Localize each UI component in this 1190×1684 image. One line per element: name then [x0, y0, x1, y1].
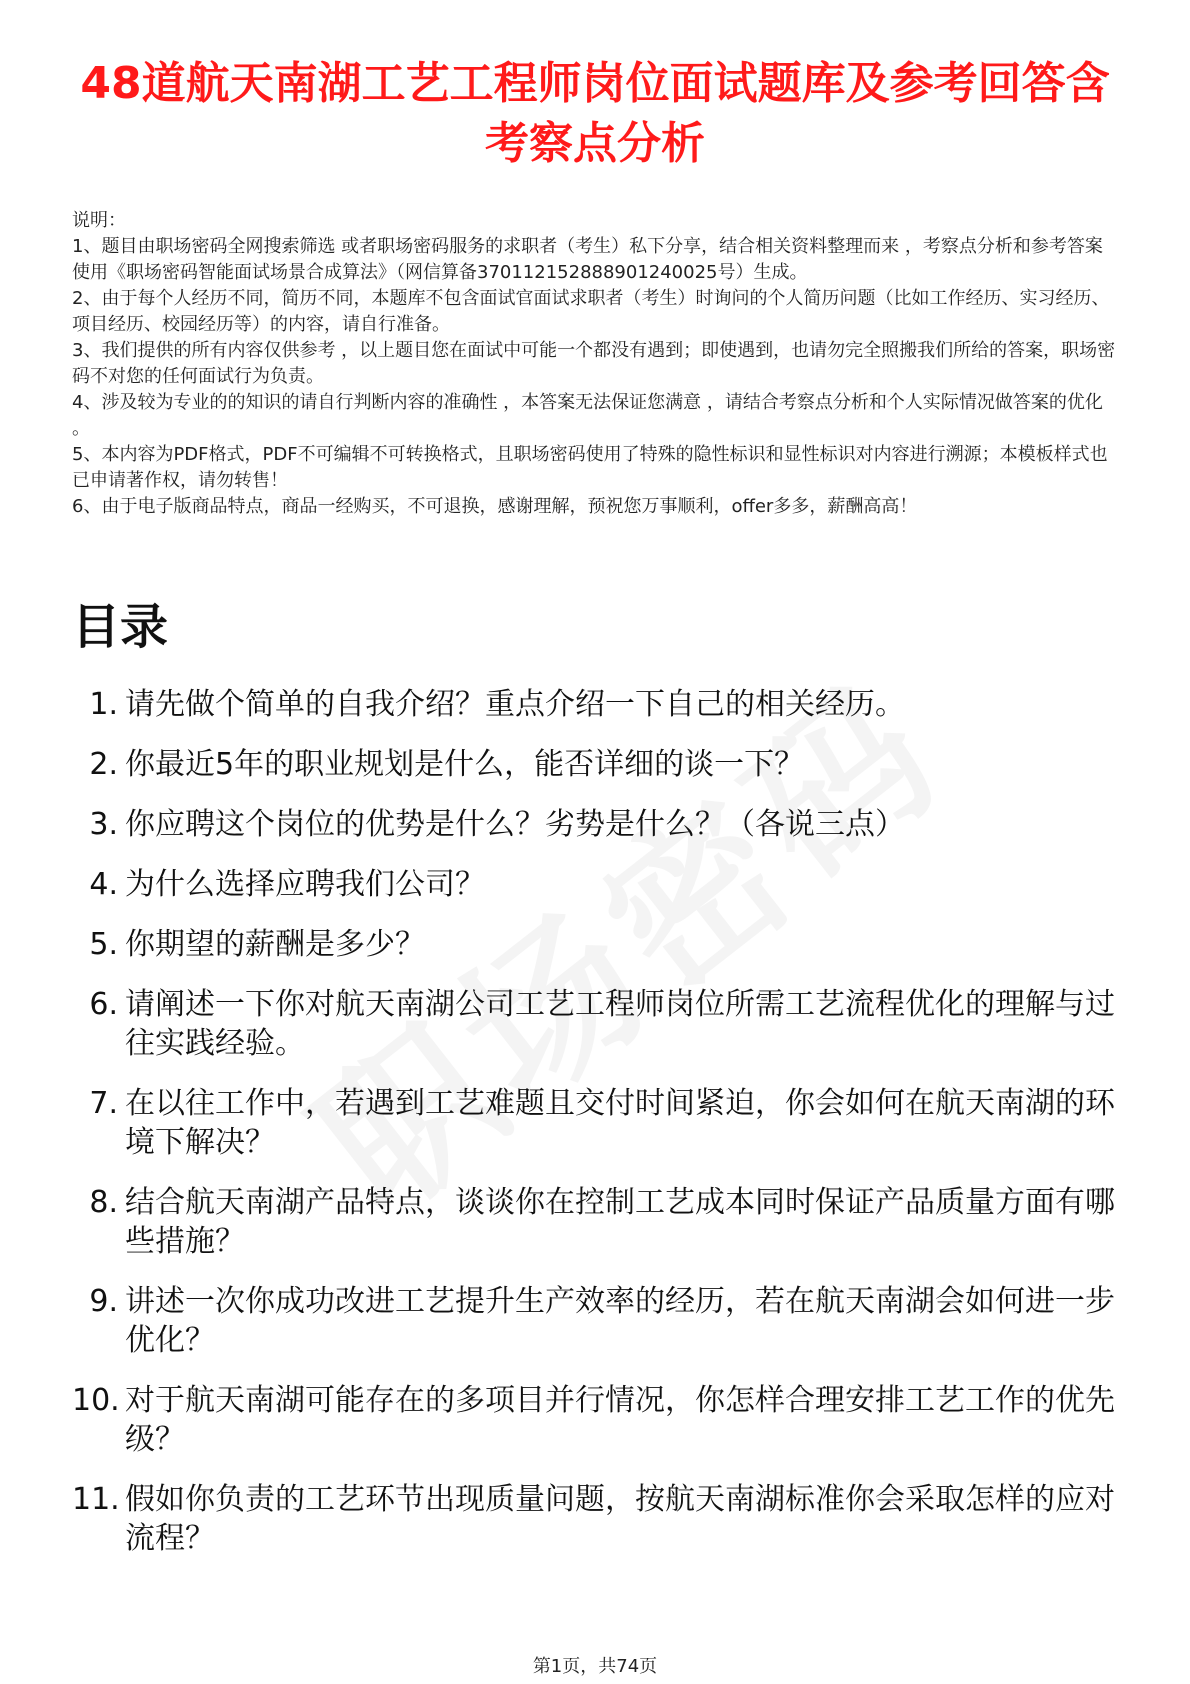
- toc-item-text: 假如你负责的工艺环节出现质量问题，按航天南湖标准你会采取怎样的应对流程？: [125, 1482, 1115, 1556]
- toc-item[interactable]: [72, 1381, 1122, 1459]
- toc-item[interactable]: [72, 1183, 1122, 1261]
- toc-item-text: 你期望的薪酬是多少？: [125, 927, 425, 962]
- note-item: 6、由于电子版商品特点，商品一经购买，不可退换，感谢理解，预祝您万事顺利，offer多多，薪酬高高！: [72, 496, 918, 517]
- toc-item[interactable]: [72, 925, 1122, 964]
- notes-heading: 说明：: [72, 210, 126, 231]
- toc-list: [72, 685, 1122, 1579]
- toc-item-number: 8.: [89, 1185, 118, 1220]
- toc-item-number: 2.: [89, 747, 118, 782]
- notes-section: [72, 208, 1118, 520]
- toc-item-text: 你应聘这个岗位的优势是什么？劣势是什么？（各说三点）: [125, 807, 905, 842]
- toc-item-text: 讲述一次你成功改进工艺提升生产效率的经历，若在航天南湖会如何进一步优化？: [125, 1284, 1115, 1358]
- note-item: 4、涉及较为专业的的知识的请自行判断内容的准确性 ，本答案无法保证您满意 ，请结合考察点分析和个人实际情况做答案的优化 。: [72, 392, 1103, 439]
- note-item: 5、本内容为PDF格式，PDF不可编辑不可转换格式，且职场密码使用了特殊的隐性标识和显性标识对内容进行溯源；本模板样式也已申请著作权，请勿转售！: [72, 444, 1108, 491]
- page-footer: 第1页，共74页: [532, 1656, 658, 1677]
- toc-item-text: 请阐述一下你对航天南湖公司工艺工程师岗位所需工艺流程优化的理解与过往实践经验。: [125, 987, 1115, 1061]
- note-item: 3、我们提供的所有内容仅供参考 ，以上题目您在面试中可能一个都没有遇到；即使遇到，也请勿完全照搬我们所给的答案，职场密码不对您的任何面试行为负责。: [72, 340, 1116, 387]
- toc-item-number: 11.: [72, 1482, 120, 1517]
- toc-item-number: 10.: [72, 1383, 120, 1418]
- toc-item-text: 对于航天南湖可能存在的多项目并行情况，你怎样合理安排工艺工作的优先级？: [125, 1383, 1115, 1457]
- toc-item-number: 4.: [89, 867, 118, 902]
- toc-item-text: 你最近5年的职业规划是什么，能否详细的谈一下？: [125, 747, 805, 782]
- toc-item[interactable]: [72, 1480, 1122, 1558]
- toc-item-number: 1.: [89, 687, 118, 722]
- toc-heading: 目录: [72, 599, 169, 655]
- toc-item[interactable]: [72, 985, 1122, 1063]
- toc-item[interactable]: [72, 865, 1122, 904]
- toc-item-number: 3.: [89, 807, 118, 842]
- toc-item[interactable]: [72, 805, 1122, 844]
- toc-item-number: 6.: [89, 987, 118, 1022]
- toc-item[interactable]: [72, 1084, 1122, 1162]
- toc-item-text: 为什么选择应聘我们公司？: [125, 867, 485, 902]
- toc-item-text: 在以往工作中，若遇到工艺难题且交付时间紧迫，你会如何在航天南湖的环境下解决？: [125, 1086, 1115, 1160]
- toc-item-number: 7.: [89, 1086, 118, 1121]
- toc-item-text: 请先做个简单的自我介绍？重点介绍一下自己的相关经历。: [125, 687, 905, 722]
- note-item: 2、由于每个人经历不同，简历不同，本题库不包含面试官面试求职者（考生）时询问的个人简历问题（比如工作经历、实习经历、项目经历、校园经历等）的内容，请自行准备。: [72, 288, 1110, 335]
- page-title: 48道航天南湖工艺工程师岗位面试题库及参考回答含考察点分析: [80, 58, 1110, 169]
- toc-item[interactable]: [72, 745, 1122, 784]
- note-item: 1、题目由职场密码全网搜索筛选 或者职场密码服务的求职者（考生）私下分享，结合相关资料整理而来 ，考察点分析和参考答案使用《职场密码智能面试场景合成算法》（网信算备370112152888901240025号）生成。: [72, 236, 1103, 283]
- toc-item[interactable]: [72, 685, 1122, 724]
- toc-item-text: 结合航天南湖产品特点，谈谈你在控制工艺成本同时保证产品质量方面有哪些措施？: [125, 1185, 1115, 1259]
- toc-item[interactable]: [72, 1282, 1122, 1360]
- toc-item-number: 9.: [89, 1284, 118, 1319]
- toc-item-number: 5.: [89, 927, 118, 962]
